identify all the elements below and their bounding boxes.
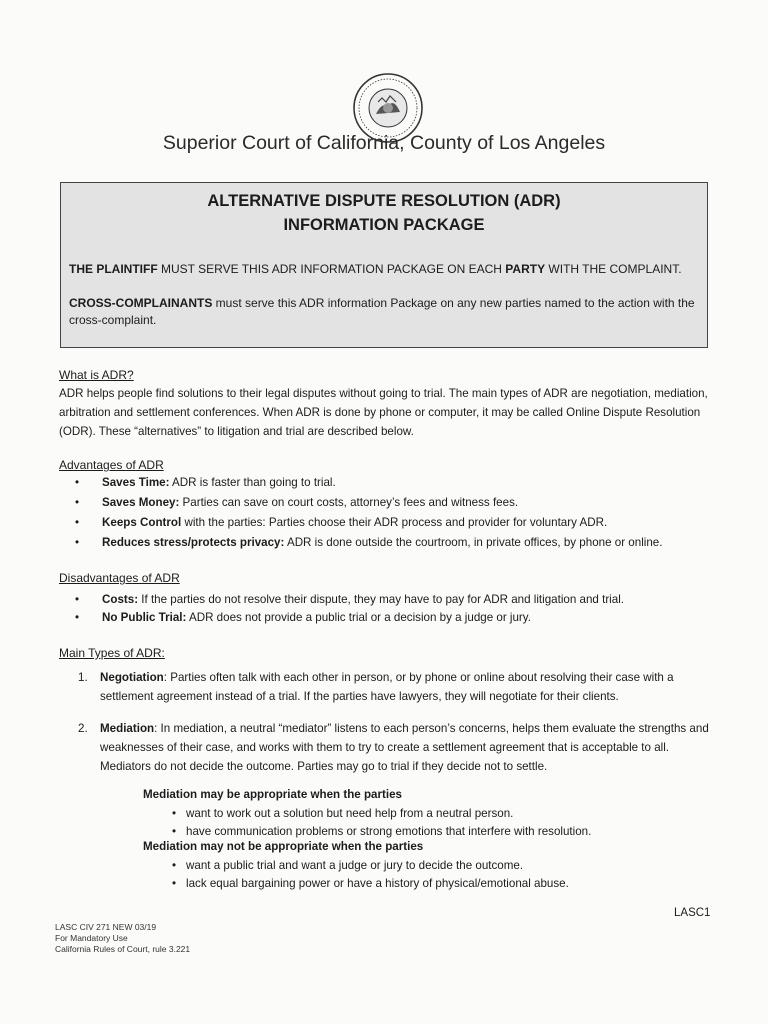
list-item: • Keeps Control with the parties: Parties choose their ADR process and provider for voluntary ADR. <box>84 513 607 532</box>
mediation-appropriate-heading: Mediation may be appropriate when the parties <box>143 788 402 801</box>
mandatory-use: For Mandatory Use <box>55 933 128 943</box>
plaintiff-notice: THE PLAINTIFF MUST SERVE THIS ADR INFORMATION PACKAGE ON EACH PARTY WITH THE COMPLAINT. <box>69 262 682 276</box>
advantages-heading: Advantages of ADR <box>59 458 164 472</box>
main-types-heading: Main Types of ADR: <box>59 646 165 660</box>
list-item: • have communication problems or strong emotions that interfere with resolution. <box>186 825 591 838</box>
disadvantages-heading: Disadvantages of ADR <box>59 571 180 585</box>
list-item: • want to work out a solution but need help from a neutral person. <box>186 807 513 820</box>
negotiation-item: Negotiation: Parties often talk with each other in person, or by phone or online about resolving their case with a settlement agreement instead of a trial. If the parties have lawyers, they will negotiate for their clients. <box>100 671 674 703</box>
form-number: LASC CIV 271 NEW 03/19 <box>55 922 157 932</box>
mediation-not-appropriate-heading: Mediation may not be appropriate when the parties <box>143 840 424 853</box>
list-item: • lack equal bargaining power or have a history of physical/emotional abuse. <box>186 877 569 890</box>
list-item: • Reduces stress/protects privacy: ADR is done outside the courtroom, in private offices, by phone or online. <box>84 533 662 552</box>
list-item: • No Public Trial: ADR does not provide a public trial or a decision by a judge or jury. <box>84 608 531 627</box>
cross-complainant-notice: CROSS-COMPLAINANTS must serve this ADR information Package on any new parties named to the action with the cross-complaint. <box>69 296 695 327</box>
court-title: Superior Court of California, County of Los Angeles <box>162 132 606 154</box>
list-item: • Saves Time: ADR is faster than going to trial. <box>84 473 336 492</box>
package-title-line2: INFORMATION PACKAGE <box>283 216 485 234</box>
list-item: • Saves Money: Parties can save on court costs, attorney’s fees and witness fees. <box>84 493 518 512</box>
what-is-adr-heading: What is ADR? <box>59 368 134 382</box>
what-is-adr-text: ADR helps people find solutions to their legal disputes without going to trial. The main types of ADR are negotiation, mediation, arbitration and settlement conferences. When ADR is done by phone or computer, it may be called Online Dispute Resolution (ODR). These “alternatives” to litigation and trial are described below. <box>59 387 708 438</box>
list-number: 1. <box>78 671 88 684</box>
list-item: • want a public trial and want a judge or jury to decide the outcome. <box>186 859 523 872</box>
mediation-item: Mediation: In mediation, a neutral “mediator” listens to each person’s concerns, helps them evaluate the strengths and weaknesses of their case, and works with them to try to create a settlement agreement that is acceptable to all. Mediators do not decide the outcome. Parties may go to trial if they decide not to settle. <box>100 722 709 773</box>
page-code: LASC1 <box>674 907 711 919</box>
package-title-line1: ALTERNATIVE DISPUTE RESOLUTION (ADR) <box>207 192 561 210</box>
notice-box <box>60 182 708 348</box>
rules-reference: California Rules of Court, rule 3.221 <box>55 944 191 954</box>
list-number: 2. <box>78 722 88 735</box>
list-item: • Costs: If the parties do not resolve their dispute, they may have to pay for ADR and litigation and trial. <box>84 590 624 609</box>
